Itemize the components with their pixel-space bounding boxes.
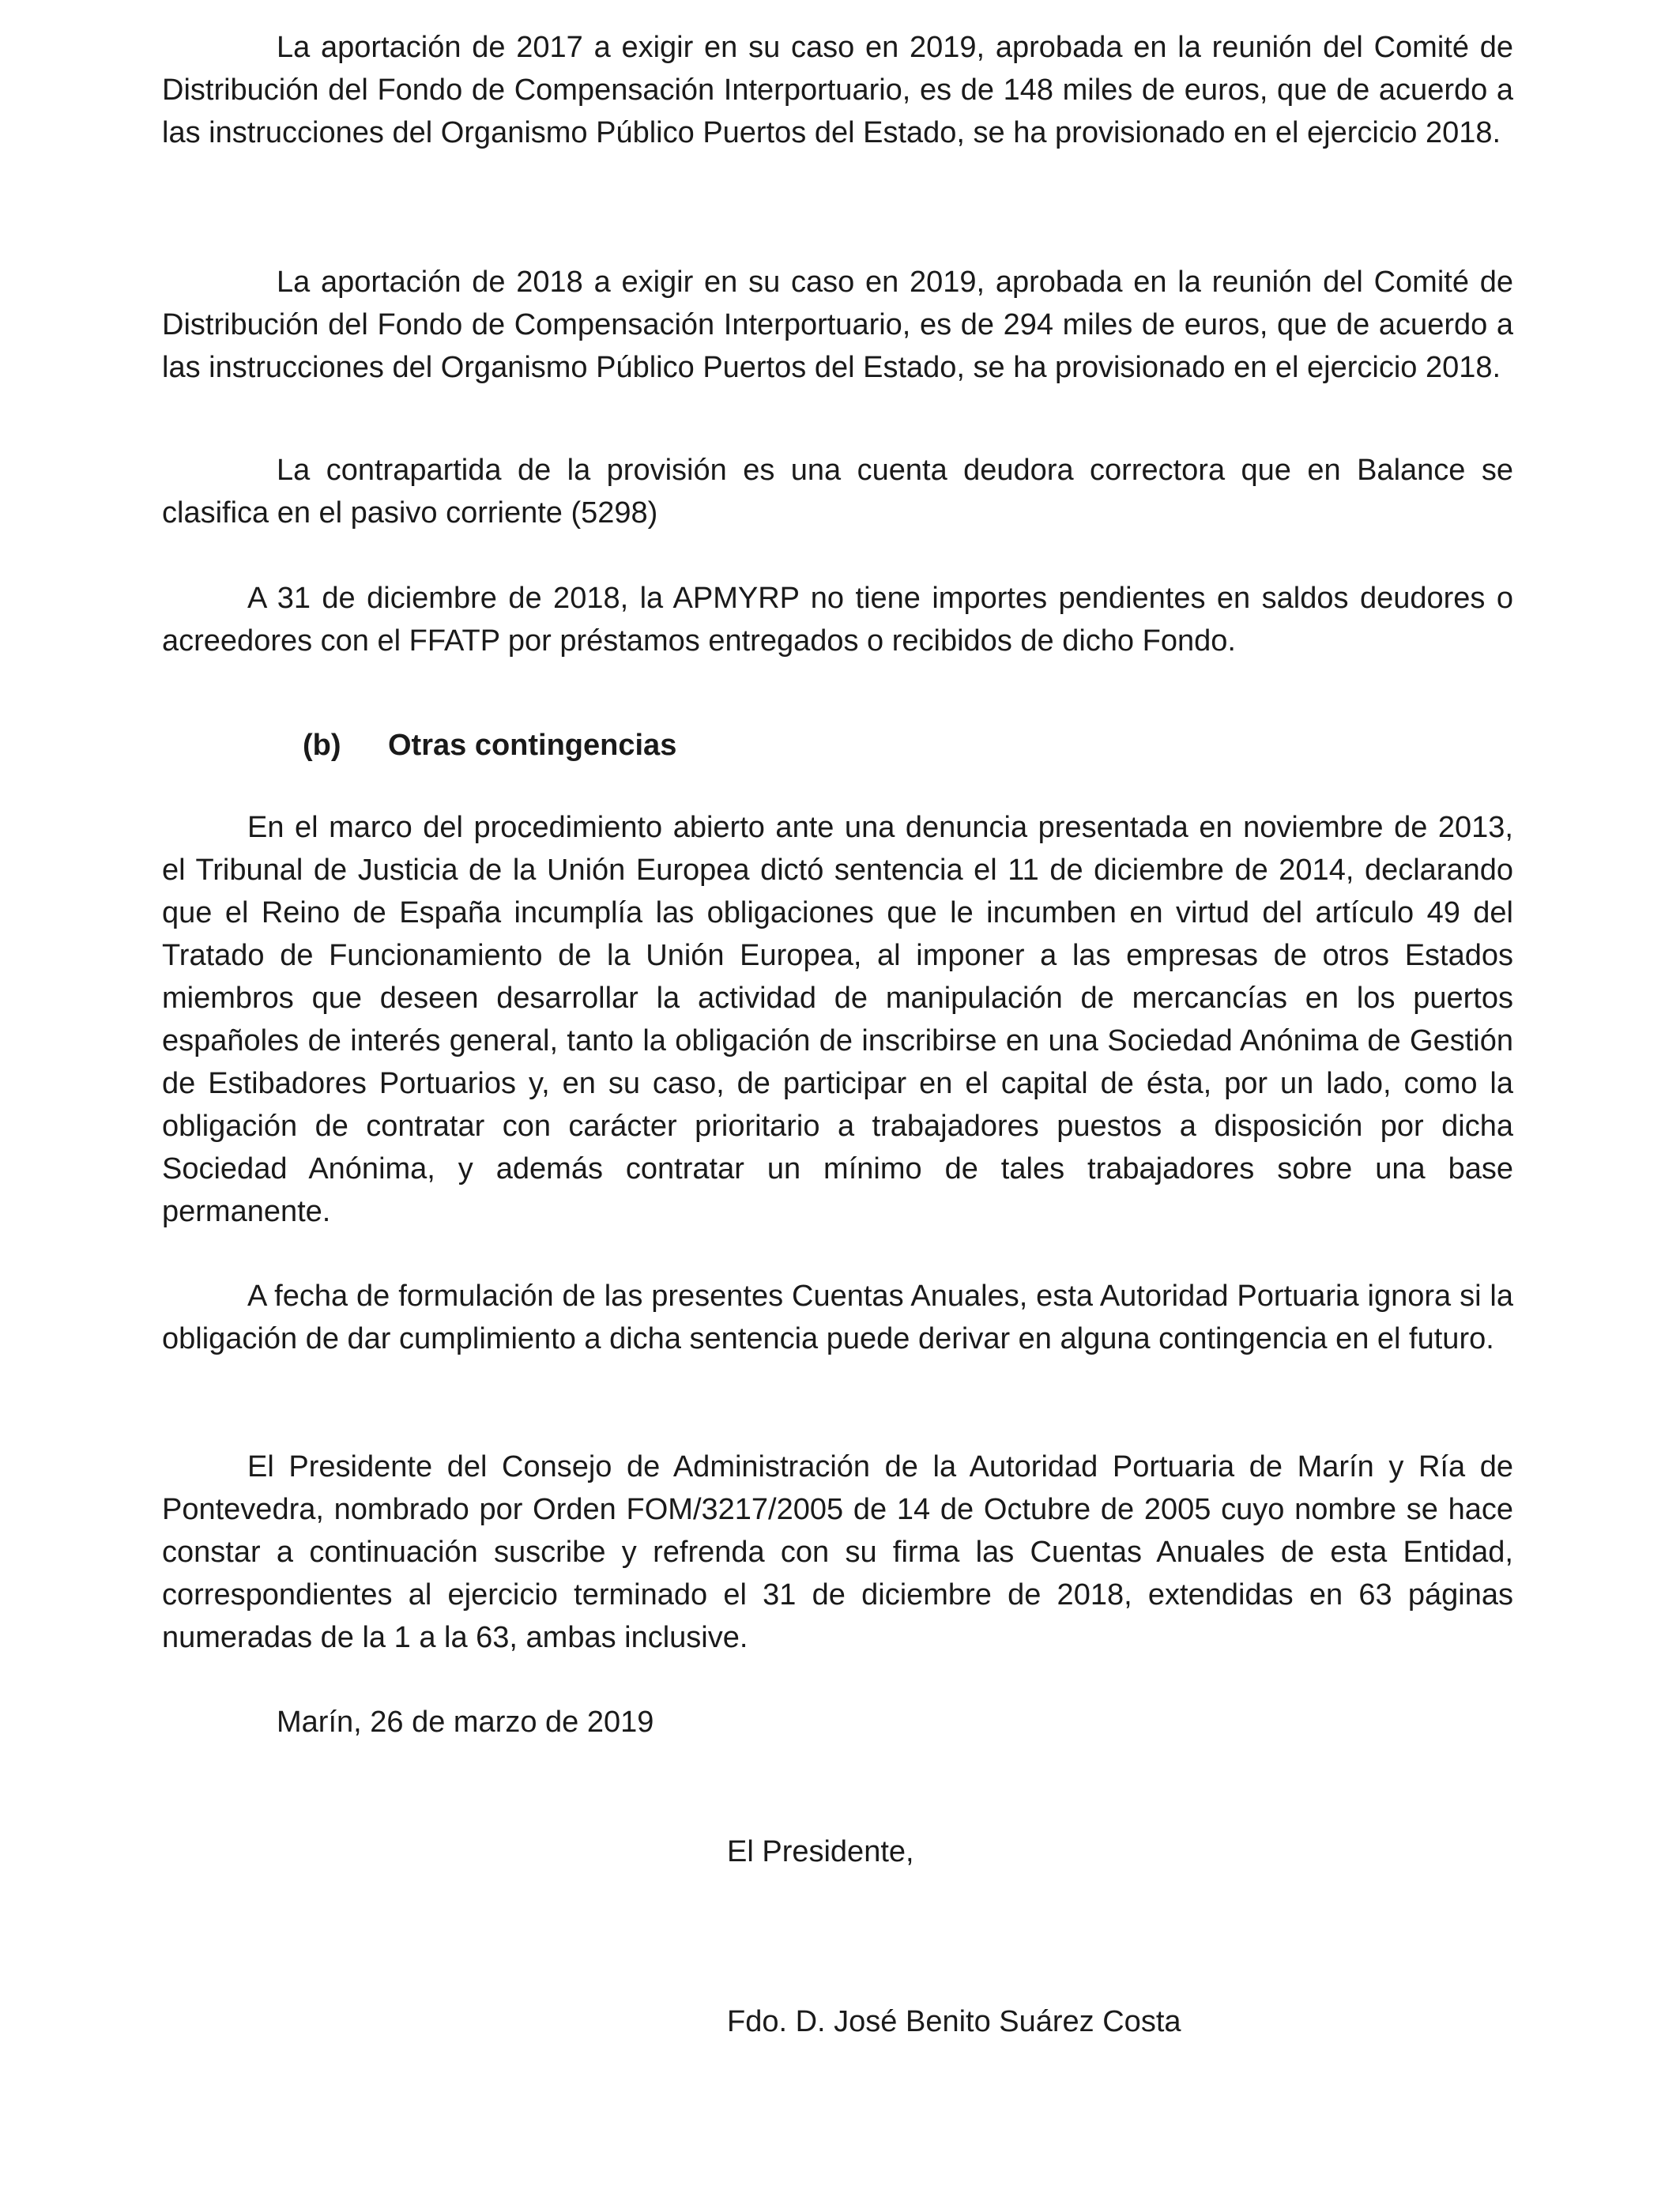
signatory-name: Fdo. D. José Benito Suárez Costa: [727, 2005, 1181, 2038]
paragraph-saldos-ffatp: A 31 de diciembre de 2018, la APMYRP no tiene importes pendientes en saldos deudores o acreedores con el FFATP por préstamos entregados o recibidos de dicho Fondo.: [162, 582, 1513, 658]
paragraph-contrapartida-provision: La contrapartida de la provisión es una cuenta deudora correctora que en Balance se clasifica en el pasivo corriente (5298): [162, 454, 1513, 530]
paragraph-presidente-firma: El Presidente del Consejo de Administración de la Autoridad Portuaria de Marín y Ría de Pontevedra, nombrado por Orden FOM/3217/2005 de 14 de Octubre de 2005 cuyo nombre se hace constar a continuación suscribe y refrenda con su firma las Cuentas Anuales de esta Entidad, correspondientes al ejercicio terminado el 31 de diciembre de 2018, extendidas en 63 páginas numeradas de la 1 a la 63, ambas inclusive.: [162, 1450, 1513, 1654]
paragraph-aportacion-2018: La aportación de 2018 a exigir en su caso en 2019, aprobada en la reunión del Comité de Distribución del Fondo de Compensación Interportuario, es de 294 miles de euros, que de acuerdo a las instrucciones del Organismo Público Puertos del Estado, se ha provisionado en el ejercicio 2018.: [162, 266, 1513, 384]
section-marker: (b): [303, 729, 341, 762]
paragraph-aportacion-2017: La aportación de 2017 a exigir en su caso en 2019, aprobada en la reunión del Comité de Distribución del Fondo de Compensación Interportuario, es de 148 miles de euros, que de acuerdo a las instrucciones del Organismo Público Puertos del Estado, se ha provisionado en el ejercicio 2018.: [162, 31, 1513, 149]
paragraph-formulacion-cuentas: A fecha de formulación de las presentes Cuentas Anuales, esta Autoridad Portuaria ignora si la obligación de dar cumplimiento a dicha sentencia puede derivar en alguna contingencia en el futuro.: [162, 1280, 1513, 1355]
section-heading-otras-contingencias: [303, 724, 676, 767]
section-title: Otras contingencias: [388, 729, 677, 762]
paragraph-sentencia-tjue: En el marco del procedimiento abierto ante una denuncia presentada en noviembre de 2013, el Tribunal de Justicia de la Unión Europea dictó sentencia el 11 de diciembre de 2014, declarando que el Reino de España incumplía las obligaciones que le incumben en virtud del artículo 49 del Tratado de Funcionamiento de la Unión Europea, al imponer a las empresas de otros Estados miembros que deseen desarrollar la actividad de manipulación de mercancías en los puertos españoles de interés general, tanto la obligación de inscribirse en una Sociedad Anónima de Gestión de Estibadores Portuarios y, en su caso, de participar en el capital de ésta, por un lado, como la obligación de contratar con carácter prioritario a trabajadores puestos a disposición por dicha Sociedad Anónima, y además contratar un mínimo de tales trabajadores sobre una base permanente.: [162, 811, 1513, 1228]
signatory-role: El Presidente,: [727, 1835, 914, 1868]
place-date: Marín, 26 de marzo de 2019: [277, 1706, 654, 1739]
